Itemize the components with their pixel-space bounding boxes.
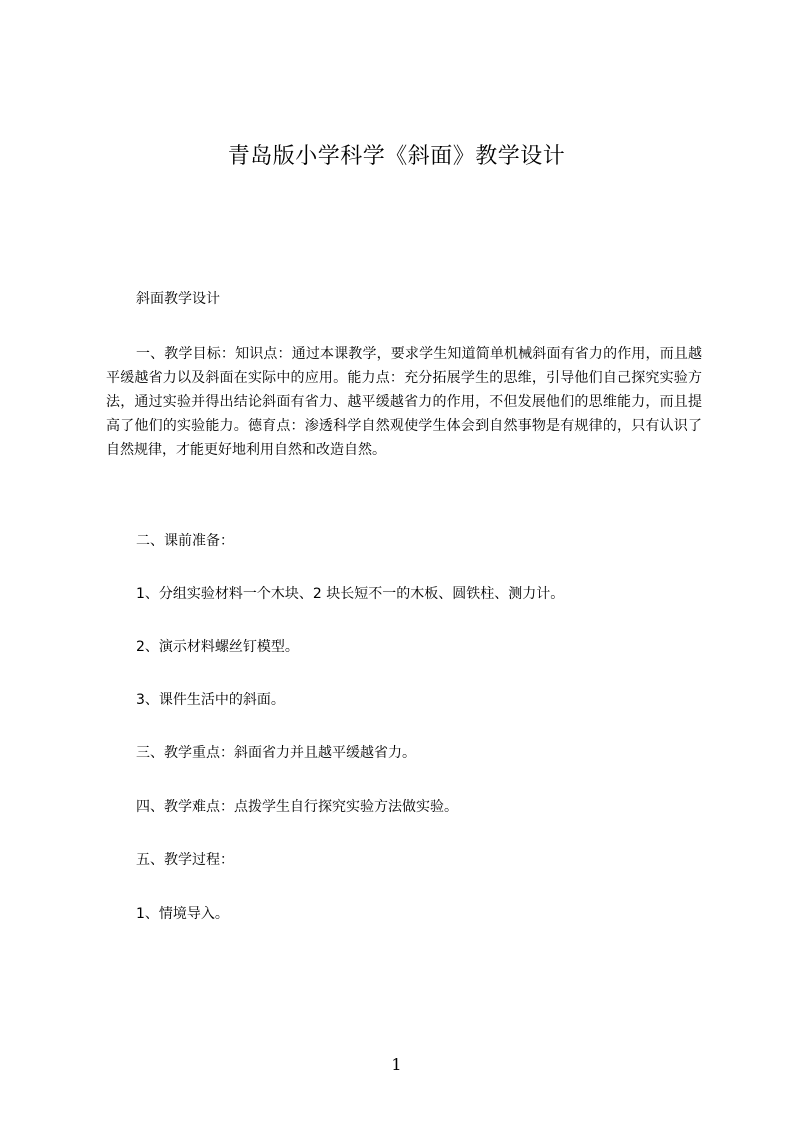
process-item-1: 1、情境导入。 [136, 906, 229, 922]
teaching-objectives-paragraph: 一、教学目标：知识点：通过本课教学，要求学生知道简单机械斜面有省力的作用，而且越平缓越省力以及斜面在实际中的应用。能力点：充分拓展学生的思维，引导他们自己探究实验方法，通过实验并得出结论斜面有省力、越平缓越省力的作用，不但发展他们的思维能力，而且提高了他们的实验能力。德育点：渗透科学自然观使学生体会到自然事物是有规律的，只有认识了自然规律，才能更好地利用自然和改造自然。 [106, 346, 702, 458]
preparation-item-1: 1、分组实验材料一个木块、2 块长短不一的木板、圆铁柱、测力计。 [136, 586, 565, 602]
teaching-process-heading: 五、教学过程： [136, 852, 234, 868]
document-title: 青岛版小学科学《斜面》教学设计 [227, 144, 566, 169]
teaching-key-point: 三、教学重点：斜面省力并且越平缓越省力。 [136, 745, 416, 761]
preparation-item-3: 3、课件生活中的斜面。 [136, 692, 285, 708]
page-number: 1 [391, 1055, 402, 1074]
preparation-heading: 二、课前准备： [136, 533, 234, 549]
section-subtitle: 斜面教学设计 [136, 291, 220, 307]
teaching-difficulty: 四、教学难点：点拨学生自行探究实验方法做实验。 [136, 799, 458, 815]
preparation-item-2: 2、演示材料螺丝钉模型。 [136, 639, 299, 655]
